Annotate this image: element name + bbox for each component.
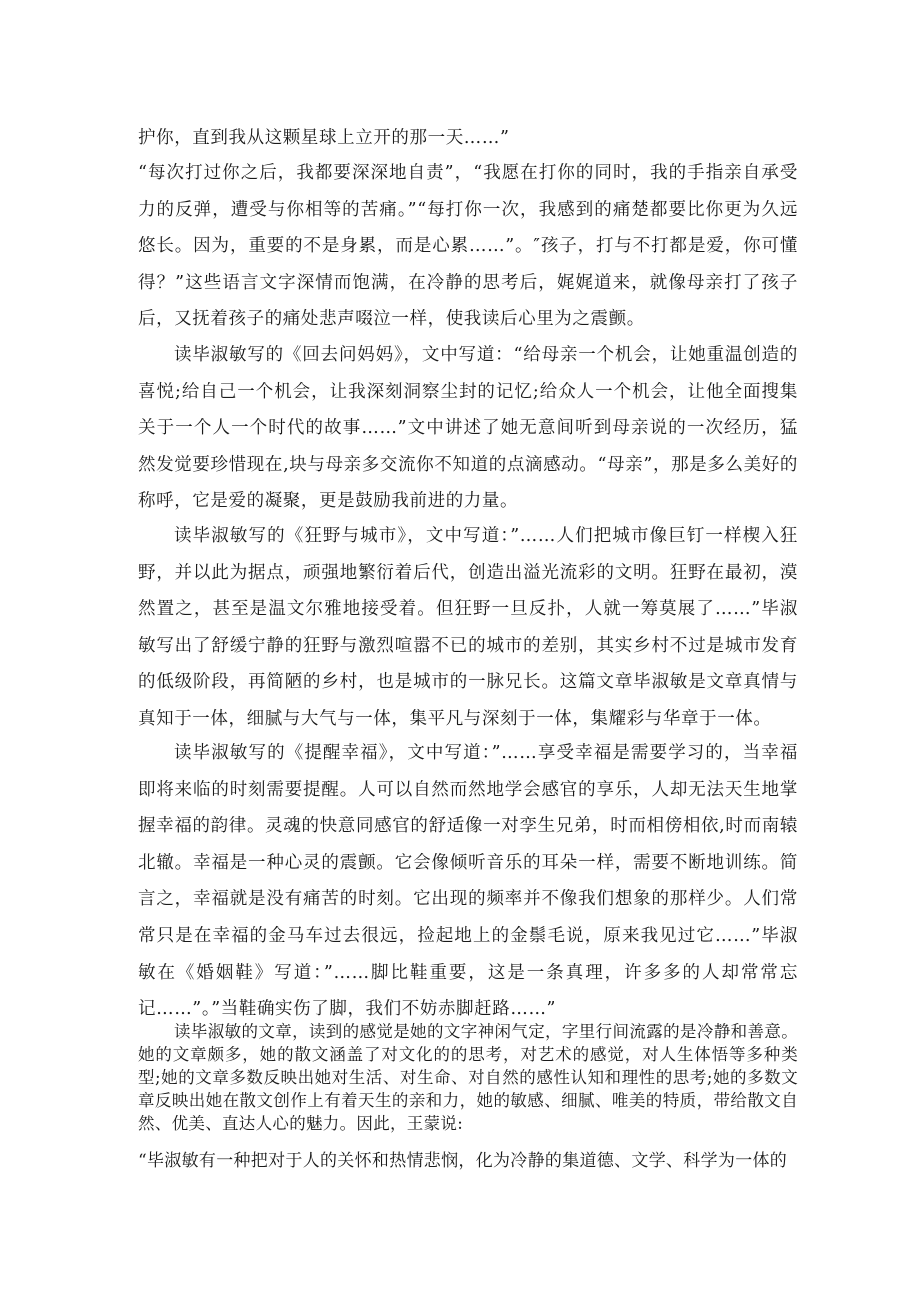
paragraph-6: 读毕淑敏的文章，读到的感觉是她的文字神闲气定，字里行间流露的是冷静和善意。她的文章颇多，她的散文涵盖了对文化的的思考，对艺术的感觉，对人生体悟等多种类型;她的文章多数反映出她对生活、对生命、对自然的感性认知和理性的思考;她的多数文章反映出她在散文创作上有着天生的亲和力，她的敏感、细腻、唯美的特质，带给散文自然、优美、直达人心的魅力。因此，王蒙说: (138, 1022, 798, 1133)
paragraph-1: 护你，直到我从这颗星球上立开的那一天……” (138, 128, 510, 148)
paragraph-3: 读毕淑敏写的《回去问妈妈》，文中写道：“给母亲一个机会，让她重温创造的喜悦;给自己一个机会，让我深刻洞察尘封的记忆;给众人一个机会，让他全面搜集关于一个人一个时代的故事……”文中讲述了她无意间听到母亲说的一次经历，猛然发觉要珍惜现在,块与母亲多交流你不知道的点滴感动。“母亲”，那是多么美好的称呼，它是爱的凝聚，更是鼓励我前进的力量。 (138, 345, 798, 512)
paragraph-7: “毕淑敏有一种把对于人的关怀和热情悲悯，化为冷静的集道德、文学、科学为一体的 (138, 1151, 788, 1171)
paragraph-4: 读毕淑敏写的《狂野与城市》，文中写道：”……人们把城市像巨钉一样楔入狂野，并以此为据点，顽强地繁衍着后代，创造出溢光流彩的文明。狂野在最初，漠然置之，甚至是温文尔雅地接受着。但狂野一旦反扑，人就一筹莫展了……”毕淑敏写出了舒缓宁静的狂野与激烈喧嚣不已的城市的差别，其实乡村不过是城市发育的低级阶段，再简陋的乡村，也是城市的一脉兄长。这篇文章毕淑敏是文章真情与真知于一体，细腻与大气与一体，集平凡与深刻于一体，集耀彩与华章于一体。 (138, 526, 798, 729)
paragraph-2: “每次打过你之后，我都要深深地自责”，“我愿在打你的同时，我的手指亲自承受力的反弹，遭受与你相等的苦痛。”“每打你一次，我感到的痛楚都要比你更为久远悠长。因为，重要的不是身累，而是心累……”。″孩子，打与不打都是爱，你可懂得？”这些语言文字深情而饱满，在冷静的思考后，娓娓道来，就像母亲打了孩子后，又抚着孩子的痛处悲声啜泣一样，使我读后心里为之震颤。 (138, 163, 798, 330)
paragraph-5: 读毕淑敏写的《提醒幸福》，文中写道：”……享受幸福是需要学习的，当幸福即将来临的时刻需要提醒。人可以自然而然地学会感官的享乐，人却无法天生地掌握幸福的韵律。灵魂的快意同感官的舒适像一对孪生兄弟，时而相傍相依,时而南辕北辙。幸福是一种心灵的震颤。它会像倾听音乐的耳朵一样，需要不断地训练。简言之，幸福就是没有痛苦的时刻。它出现的频率并不像我们想象的那样少。人们常常只是在幸福的金马车过去很远，捡起地上的金鬃毛说，原来我见过它……”毕淑敏在《婚姻鞋》写道：”……脚比鞋重要，这是一条真理，许多多的人却常常忘记……”。”当鞋确实伤了脚，我们不妨赤脚赶路……” (138, 743, 798, 1020)
